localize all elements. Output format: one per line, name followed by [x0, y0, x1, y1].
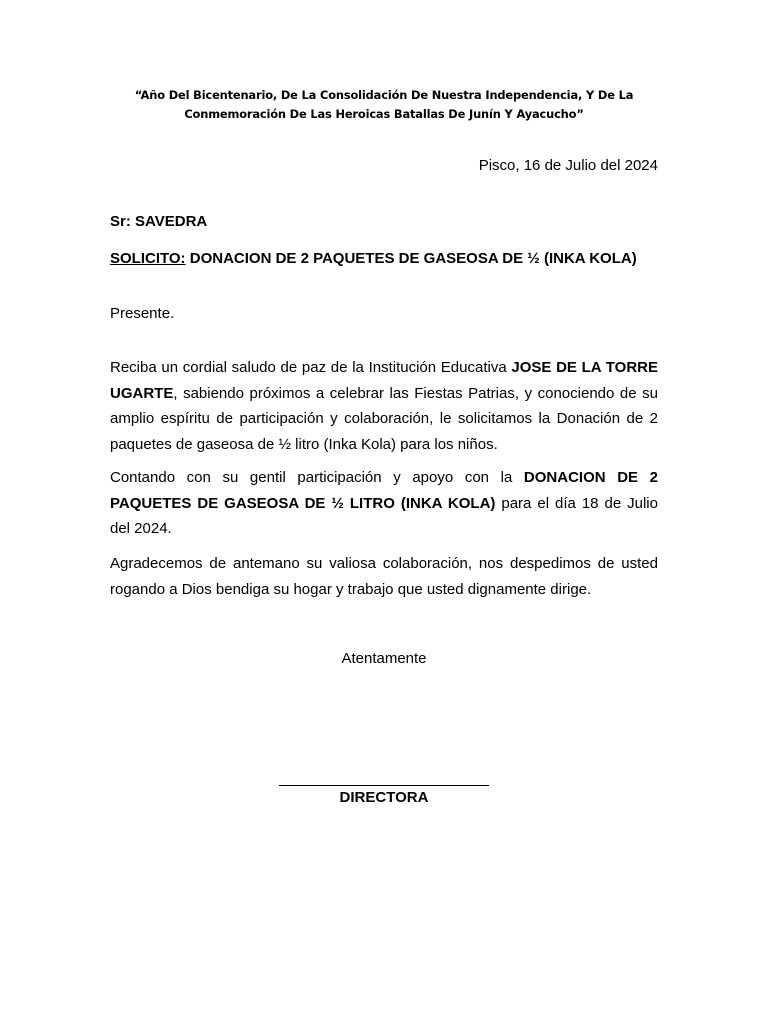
year-motto-header: [110, 86, 658, 124]
recipient: Sr: SAVEDRA: [110, 213, 208, 230]
greeting: Presente.: [110, 305, 175, 322]
signature-line: [279, 785, 489, 786]
subject-label: SOLICITO:: [110, 250, 186, 267]
body-paragraph-2: [110, 465, 658, 542]
school-name: JOSE DE LA TORRE UGARTE: [110, 359, 658, 402]
letter-date: Pisco, 16 de Julio del 2024: [478, 157, 658, 174]
subject-line: [110, 250, 637, 268]
paragraph-1-rest: , sabiendo próximos a celebrar las Fiestas Patrias, y conociendo de su amplio espíritu de participación y colaboración, le solicitamos la Donación de 2 paquetes de gaseosa de ½ litro (Inka Kola) para los niños.: [110, 384, 658, 453]
year-motto-line-2: Conmemoración De Las Heroicas Batallas De Junín Y Ayacucho”: [184, 107, 584, 121]
subject-text: DONACION DE 2 PAQUETES DE GASEOSA DE ½ (INKA KOLA): [185, 250, 637, 267]
closing: Atentamente: [341, 650, 427, 667]
signature-role: DIRECTORA: [339, 789, 429, 806]
donation-highlight: DONACION DE 2 PAQUETES DE GASEOSA DE ½ LITRO (INKA KOLA): [110, 469, 658, 512]
paragraph-1-intro: Reciba un cordial saludo de paz de la Institución Educativa: [110, 359, 512, 376]
body-paragraph-1: [110, 355, 658, 457]
paragraph-2-intro: Contando con su gentil participación y apoyo con la: [110, 469, 524, 486]
body-paragraph-3: Agradecemos de antemano su valiosa colaboración, nos despedimos de usted rogando a Dios bendiga su hogar y trabajo que usted dignamente dirige.: [110, 555, 658, 598]
year-motto-line-1: “Año Del Bicentenario, De La Consolidación De Nuestra Independencia, Y De La: [134, 88, 634, 102]
paragraph-2-rest: para el día 18 de Julio del 2024.: [110, 494, 658, 537]
